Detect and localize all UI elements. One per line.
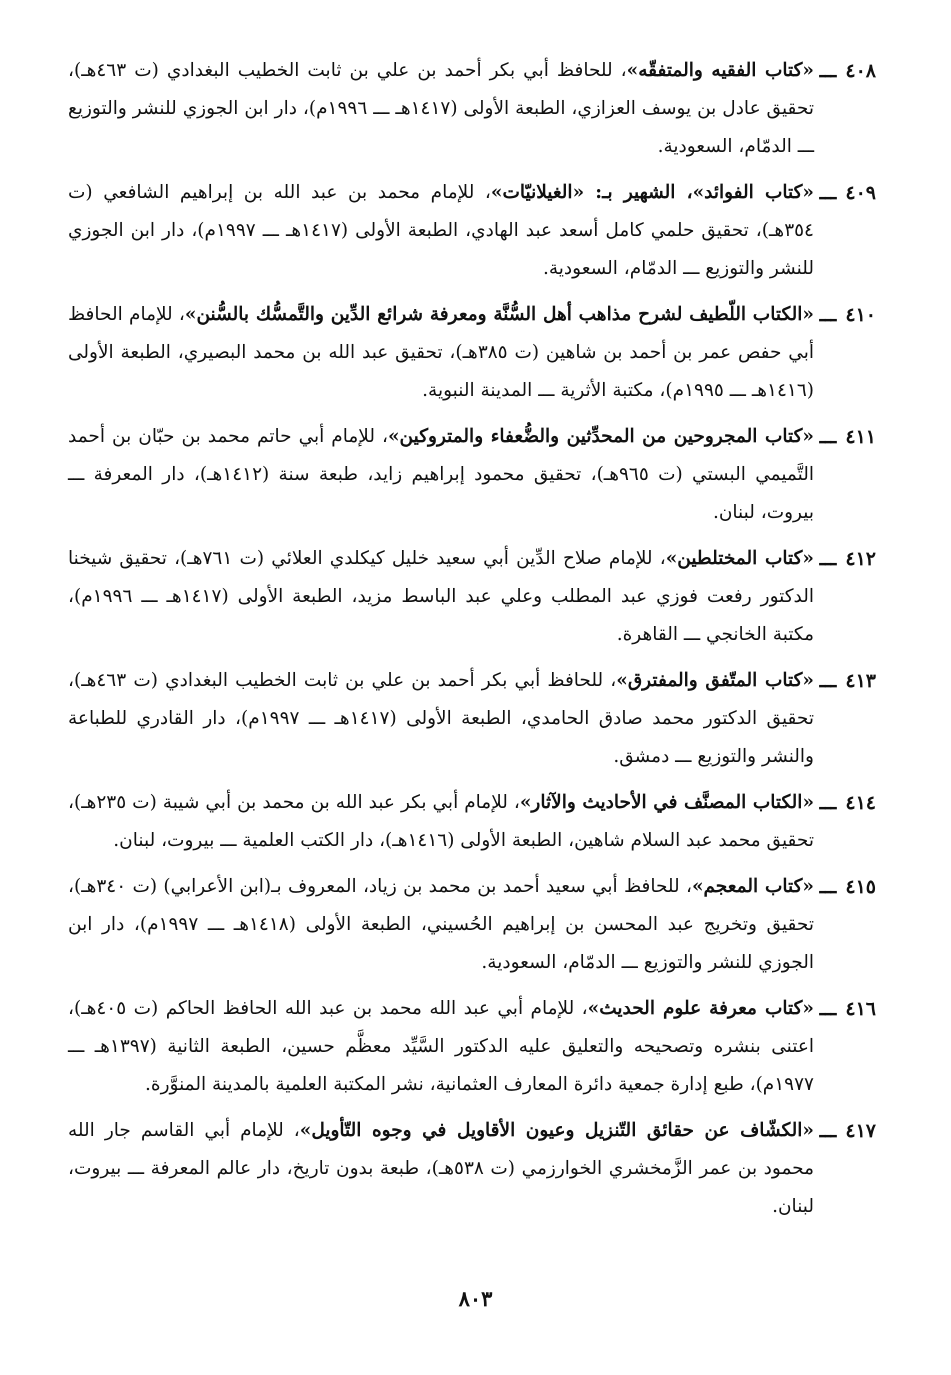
entry-title: «الكتاب اللّطيف لشرح مذاهب أهل السُّنَّة ومعرفة شرائع الدِّين والتَّمسُّك بالسُّنن» <box>184 304 814 325</box>
entry-text <box>68 1112 814 1226</box>
entry-details: ، للحافظ أبي بكر أحمد بن علي بن ثابت الخطيب البغدادي (ت ٤٦٣هـ)، تحقيق الدكتور محمد صادق الحامدي، الطبعة الأولى (١٤١٧هـ ـــ ١٩٩٧م)، دار القادري للطباعة والنشر والتوزيع ـــ دمشق. <box>68 670 814 767</box>
entry-dash: ـــ <box>819 998 837 1020</box>
bibliography-entry-410 <box>68 296 876 410</box>
bibliography-entry-409 <box>68 174 876 288</box>
entry-dash: ـــ <box>819 876 837 898</box>
bibliography-entry-413 <box>68 662 876 776</box>
entry-details: ، للإمام أبي بكر عبد الله بن محمد بن أبي شيبة (ت ٢٣٥هـ)، تحقيق محمد عبد السلام شاهين، الطبعة الأولى (١٤١٦هـ)، دار الكتب العلمية ـــ بيروت، لبنان. <box>68 792 814 851</box>
entry-dash: ـــ <box>819 60 837 82</box>
entry-text <box>68 174 814 288</box>
entry-text <box>68 868 814 982</box>
entry-title: «كتاب المتّفق والمفترق» <box>616 670 814 691</box>
bibliography-entry-417 <box>68 1112 876 1226</box>
entry-details: ، للإمام محمد بن عبد الله بن إبراهيم الشافعي (ت ٣٥٤هـ)، تحقيق حلمي كامل أسعد عبد الهادي، الطبعة الأولى (١٤١٧هـ ـــ ١٩٩٧م)، دار ابن الجوزي للنشر والتوزيع ـــ الدمّام، السعودية. <box>68 182 814 279</box>
entry-text <box>68 784 814 860</box>
entry-title: «كتاب المعجم» <box>691 876 814 897</box>
entry-text <box>68 296 814 410</box>
entry-text <box>68 662 814 776</box>
entry-details: ، للإمام صلاح الدِّين أبي سعيد خليل كيكلدي العلائي (ت ٧٦١هـ)، تحقيق شيخنا الدكتور رفعت فوزي عبد المطلب وعلي عبد الباسط مزيد، الطبعة الأولى (١٤١٧هـ ـــ ١٩٩٦م)، مكتبة الخانجي ـــ القاهرة. <box>68 548 814 645</box>
entry-number: ٤١٦ <box>845 998 876 1020</box>
entry-details: ، للحافظ أبي بكر أحمد بن علي بن ثابت الخطيب البغدادي (ت ٤٦٣هـ)، تحقيق عادل بن يوسف العزازي، الطبعة الأولى (١٤١٧هـ ـــ ١٩٩٦م)، دار ابن الجوزي للنشر والتوزيع ـــ الدمّام، السعودية. <box>68 60 814 157</box>
bibliography-entry-412 <box>68 540 876 654</box>
entry-text <box>68 540 814 654</box>
entry-dash: ـــ <box>819 548 837 570</box>
entry-dash: ـــ <box>819 426 837 448</box>
entry-title: «كتاب المجروحين من المحدِّثين والضُّعفاء والمتروكين» <box>387 426 814 447</box>
entry-number: ٤١٠ <box>845 304 876 326</box>
entry-dash: ـــ <box>819 670 837 692</box>
entry-details: ، للإمام أبي حاتم محمد بن حبّان بن أحمد التَّميمي البستي (ت ٩٦٥هـ)، تحقيق محمود إبراهيم زايد، طبعة سنة (١٤١٢هـ)، دار المعرفة ـــ بيروت، لبنان. <box>68 426 814 523</box>
page-number: ٨٠٣ <box>458 1286 493 1311</box>
bibliography-entry-408 <box>68 52 876 166</box>
entry-dash: ـــ <box>819 1120 837 1142</box>
entry-title: «كتاب المختلطين» <box>665 548 814 569</box>
entry-number: ٤٠٨ <box>845 60 876 82</box>
entry-number: ٤١٣ <box>845 670 876 692</box>
entry-details: ، للإمام أبي عبد الله محمد بن عبد الله الحافظ الحاكم (ت ٤٠٥هـ)، اعتنى بنشره وتصحيحه والتعليق عليه الدكتور السَّيِّد معظَّم حسين، الطبعة الثانية (١٣٩٧هـ ـــ ١٩٧٧م)، طبع إدارة جمعية دائرة المعارف العثمانية، نشر المكتبة العلمية بالمدينة المنوَّرة. <box>68 998 814 1095</box>
entry-dash: ـــ <box>819 304 837 326</box>
bibliography-entry-415 <box>68 868 876 982</box>
entry-details: ، للإمام أبي القاسم جار الله محمود بن عمر الزَّمخشري الخوارزمي (ت ٥٣٨هـ)، طبعة بدون تاريخ، دار عالم المعرفة ـــ بيروت، لبنان. <box>68 1120 814 1217</box>
entry-text <box>68 418 814 532</box>
entry-number: ٤٠٩ <box>845 182 876 204</box>
bibliography-entry-414 <box>68 784 876 860</box>
entry-number: ٤١٤ <box>845 792 876 814</box>
bibliography-entry-416 <box>68 990 876 1104</box>
bibliography-entry-411 <box>68 418 876 532</box>
entry-text <box>68 990 814 1104</box>
bibliography-list <box>68 52 876 1234</box>
entry-dash: ـــ <box>819 182 837 204</box>
entry-details: ، للحافظ أبي سعيد أحمد بن محمد بن زياد، المعروف بـ(ابن الأعرابي) (ت ٣٤٠هـ)، تحقيق وتخريج عبد المحسن بن إبراهيم الحُسيني، الطبعة الأولى (١٤١٨هـ ـــ ١٩٩٧م)، دار ابن الجوزي للنشر والتوزيع ـــ الدمّام، السعودية. <box>68 876 814 973</box>
entry-title: «الكتاب المصنَّف في الأحاديث والآثار» <box>519 792 815 813</box>
entry-title: «كتاب الفقيه والمتفقّه» <box>626 60 814 81</box>
entry-number: ٤١٥ <box>845 876 876 898</box>
entry-number: ٤١١ <box>845 426 876 448</box>
entry-title: «كتاب معرفة علوم الحديث» <box>587 998 814 1019</box>
entry-text <box>68 52 814 166</box>
entry-details: ، للإمام الحافظ أبي حفص عمر بن أحمد بن شاهين (ت ٣٨٥هـ)، تحقيق عبد الله بن محمد البصيري، الطبعة الأولى (١٤١٦هـ ـــ ١٩٩٥م)، مكتبة الأثرية ـــ المدينة النبوية. <box>68 304 815 401</box>
entry-dash: ـــ <box>819 792 837 814</box>
entry-title: «كتاب الفوائد»، الشهير بـ: «الغيلانيّات» <box>490 182 814 203</box>
entry-title: «الكشّاف عن حقائق التّنزيل وعيون الأقاويل في وجوه التّأويل» <box>299 1120 814 1141</box>
entry-number: ٤١٧ <box>845 1120 876 1142</box>
entry-number: ٤١٢ <box>845 548 876 570</box>
